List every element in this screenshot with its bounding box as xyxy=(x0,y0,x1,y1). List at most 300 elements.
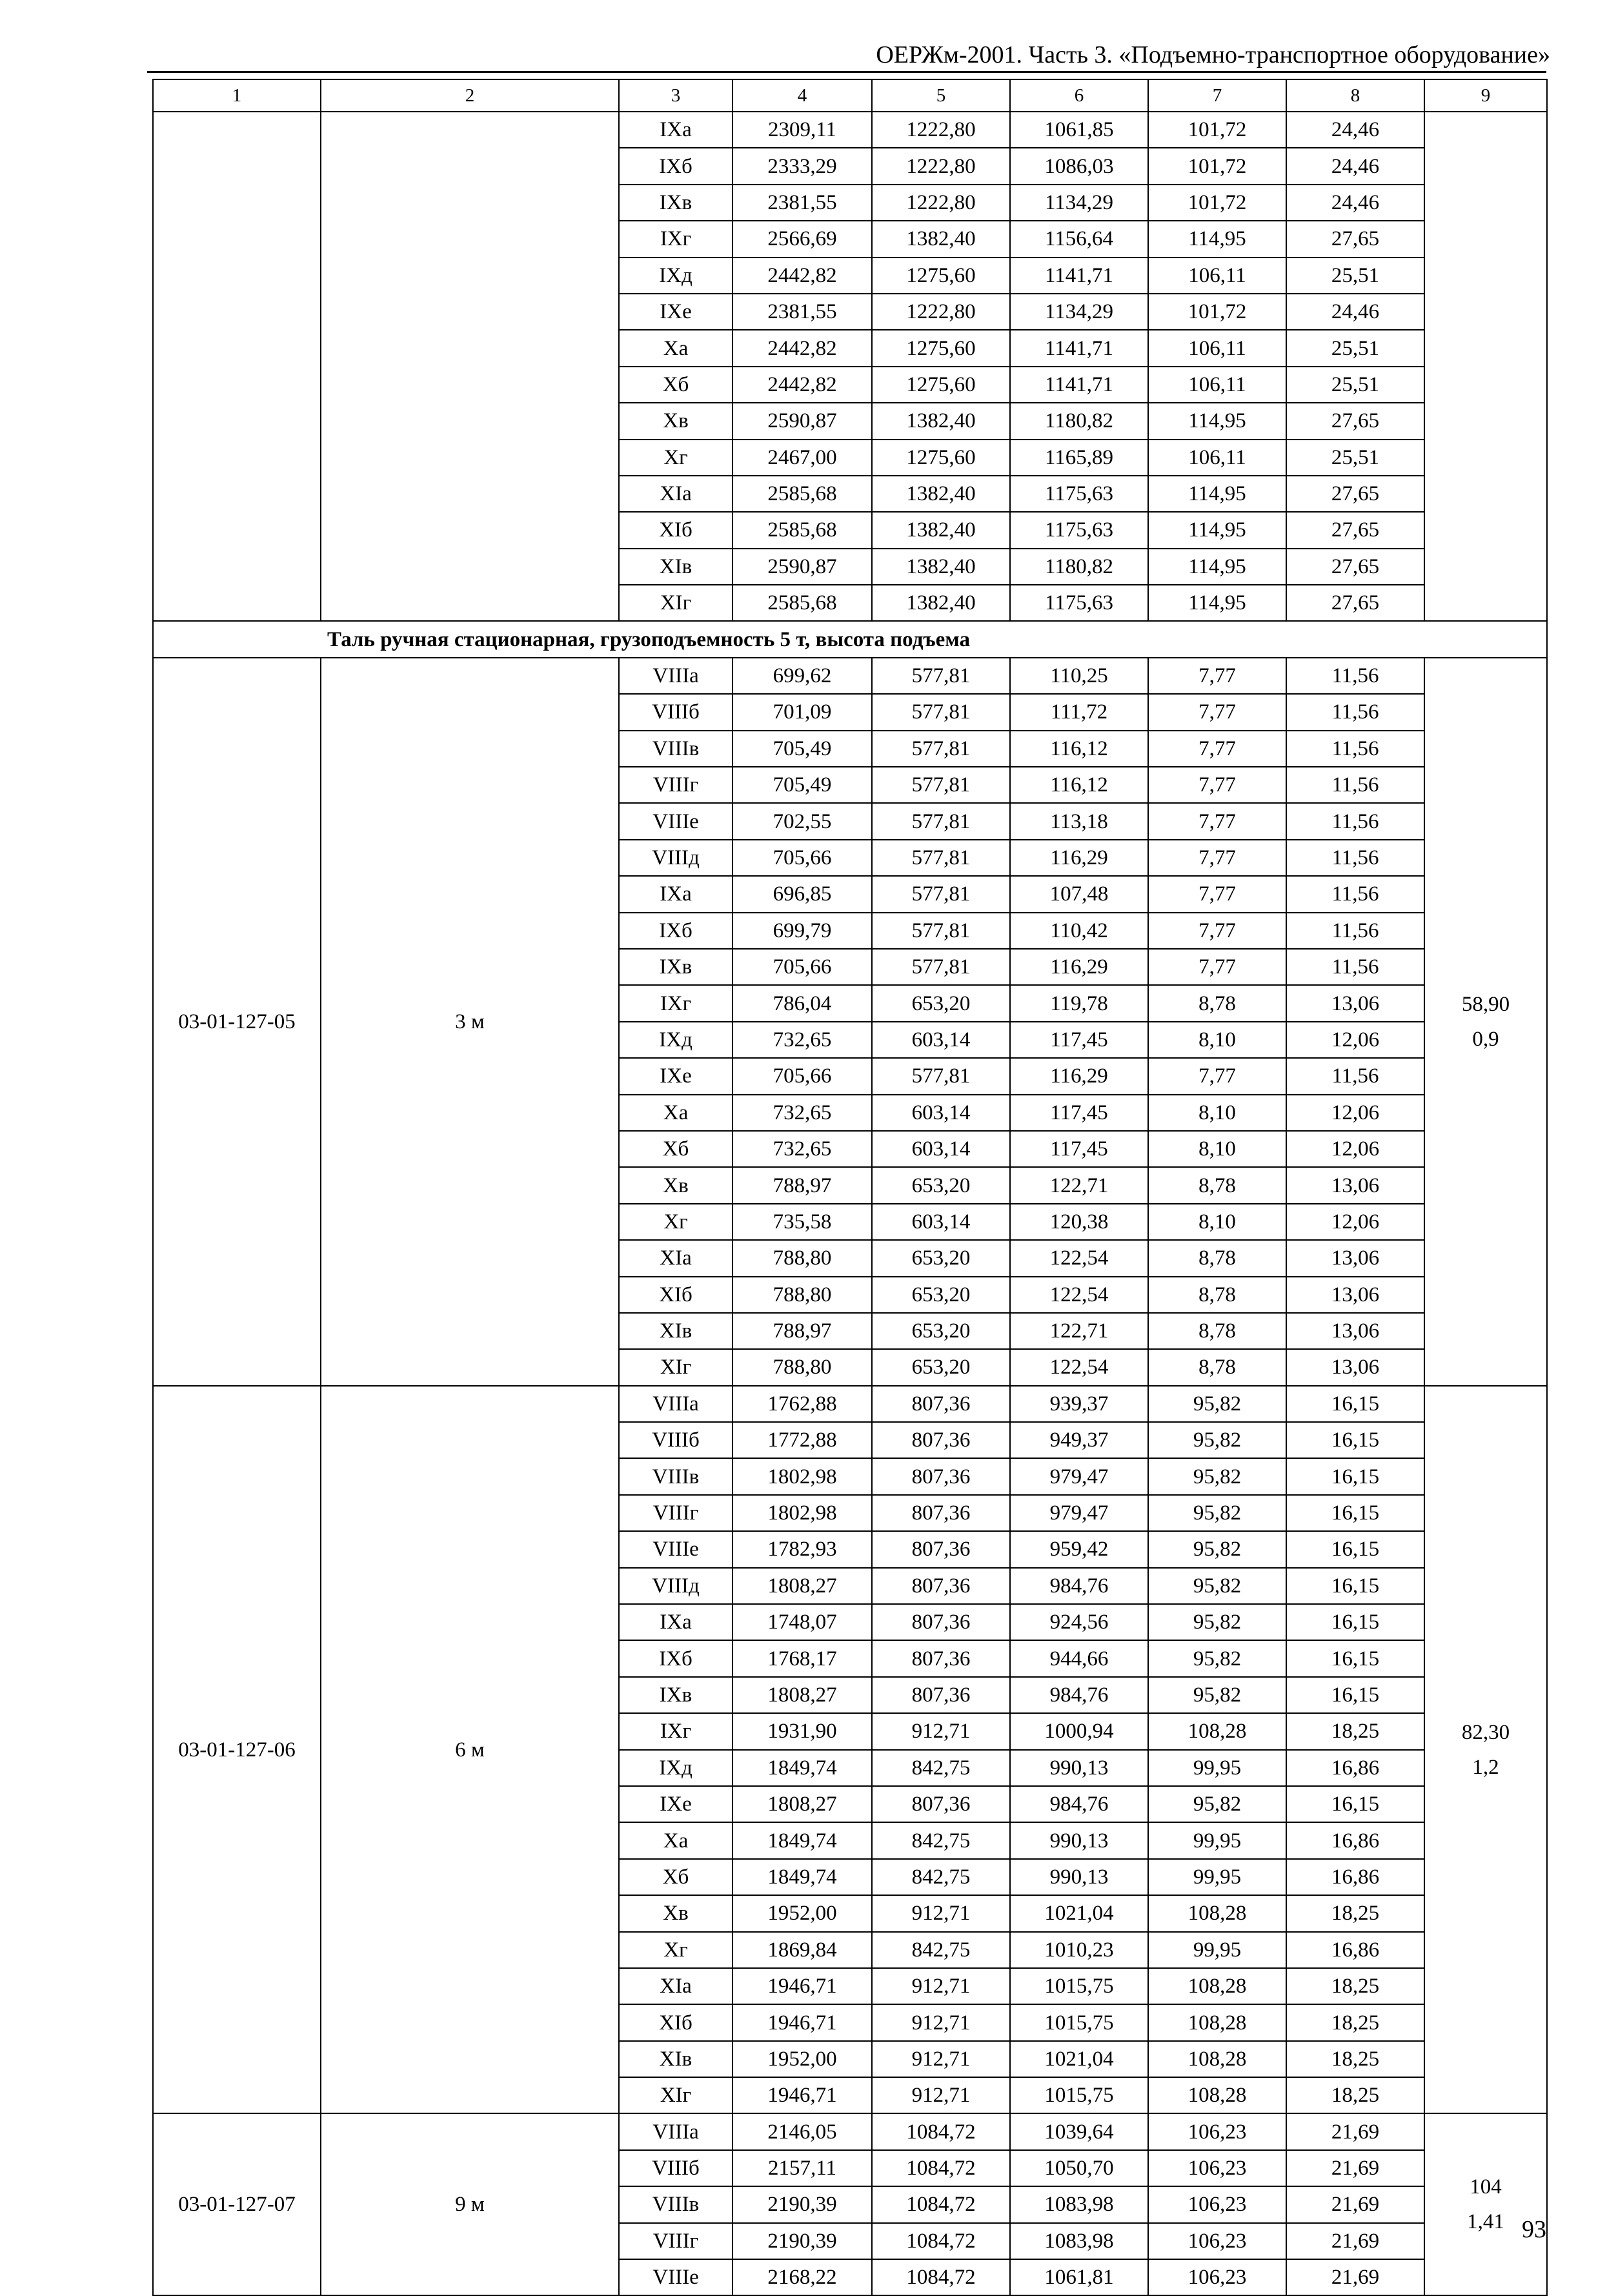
labor-hours: 16,15 xyxy=(1286,1568,1424,1604)
driver-wages: 106,11 xyxy=(1148,440,1286,476)
driver-wages: 106,23 xyxy=(1148,2150,1286,2186)
column-number: 2 xyxy=(321,79,619,112)
driver-wages: 8,78 xyxy=(1148,1349,1286,1385)
labor-hours: 21,69 xyxy=(1286,2113,1424,2149)
total-cost: 788,80 xyxy=(733,1277,872,1313)
machine-cost: 122,71 xyxy=(1010,1167,1148,1203)
labor-cost: 807,36 xyxy=(872,1786,1010,1822)
labor-hours: 16,86 xyxy=(1286,1822,1424,1858)
labor-cost: 1222,80 xyxy=(872,185,1010,221)
total-cost: 786,04 xyxy=(733,985,872,1021)
machine-cost: 116,29 xyxy=(1010,1058,1148,1094)
page-number: 93 xyxy=(1522,2216,1546,2243)
rate-code: 03-01-127-05 xyxy=(153,658,321,1386)
labor-cost: 842,75 xyxy=(872,1932,1010,1968)
price-zone: VIIIб xyxy=(619,694,733,730)
machine-cost: 990,13 xyxy=(1010,1822,1148,1858)
labor-hours: 13,06 xyxy=(1286,1240,1424,1276)
price-zone: XIг xyxy=(619,1349,733,1385)
driver-wages: 106,23 xyxy=(1148,2186,1286,2222)
labor-hours: 24,46 xyxy=(1286,112,1424,148)
total-cost: 2333,29 xyxy=(733,148,872,184)
labor-hours: 12,06 xyxy=(1286,1131,1424,1167)
price-zone: IXа xyxy=(619,112,733,148)
driver-wages: 106,11 xyxy=(1148,330,1286,366)
labor-hours: 27,65 xyxy=(1286,585,1424,621)
machine-cost: 1010,23 xyxy=(1010,1932,1148,1968)
total-cost: 1748,07 xyxy=(733,1604,872,1640)
machine-cost: 984,76 xyxy=(1010,1677,1148,1713)
driver-wages: 95,82 xyxy=(1148,1458,1286,1494)
price-zone: IXд xyxy=(619,1022,733,1058)
labor-cost: 807,36 xyxy=(872,1640,1010,1676)
labor-cost: 1382,40 xyxy=(872,549,1010,585)
driver-wages: 108,28 xyxy=(1148,2077,1286,2113)
labor-hours: 27,65 xyxy=(1286,512,1424,548)
driver-wages: 108,28 xyxy=(1148,2004,1286,2040)
labor-hours: 16,15 xyxy=(1286,1677,1424,1713)
column-number-row xyxy=(153,79,1547,112)
total-cost: 1869,84 xyxy=(733,1932,872,1968)
driver-wages: 7,77 xyxy=(1148,803,1286,839)
labor-hours: 11,56 xyxy=(1286,694,1424,730)
price-zone: Xб xyxy=(619,1859,733,1895)
total-cost: 1849,74 xyxy=(733,1822,872,1858)
machine-cost: 110,42 xyxy=(1010,913,1148,949)
machine-cost: 1061,85 xyxy=(1010,112,1148,148)
driver-wages: 108,28 xyxy=(1148,1713,1286,1749)
column-9-values xyxy=(1424,112,1547,621)
labor-cost: 912,71 xyxy=(872,2041,1010,2077)
column-9-value: 1,41 xyxy=(1467,2210,1504,2234)
price-zone: IXд xyxy=(619,258,733,294)
column-9-values xyxy=(1424,1386,1547,2114)
total-cost: 2467,00 xyxy=(733,440,872,476)
section-row xyxy=(153,621,1547,657)
price-zone: Xв xyxy=(619,403,733,439)
labor-hours: 24,46 xyxy=(1286,294,1424,330)
lift-height: 3 м xyxy=(321,658,619,1386)
lift-height xyxy=(321,112,619,621)
machine-cost: 117,45 xyxy=(1010,1131,1148,1167)
machine-cost: 1134,29 xyxy=(1010,185,1148,221)
machine-cost: 122,54 xyxy=(1010,1349,1148,1385)
machine-cost: 990,13 xyxy=(1010,1750,1148,1786)
labor-hours: 16,86 xyxy=(1286,1932,1424,1968)
column-number: 3 xyxy=(619,79,733,112)
labor-cost: 1275,60 xyxy=(872,440,1010,476)
labor-hours: 21,69 xyxy=(1286,2259,1424,2295)
total-cost: 1849,74 xyxy=(733,1750,872,1786)
total-cost: 2190,39 xyxy=(733,2223,872,2259)
total-cost: 1802,98 xyxy=(733,1495,872,1531)
price-zone: XIв xyxy=(619,1313,733,1349)
total-cost: 2442,82 xyxy=(733,258,872,294)
price-zone: IXв xyxy=(619,185,733,221)
labor-cost: 807,36 xyxy=(872,1495,1010,1531)
labor-cost: 1275,60 xyxy=(872,258,1010,294)
labor-hours: 11,56 xyxy=(1286,876,1424,912)
price-zone: VIIIе xyxy=(619,803,733,839)
column-9-value: 0,9 xyxy=(1472,1027,1499,1051)
price-zone: Xа xyxy=(619,1822,733,1858)
labor-cost: 577,81 xyxy=(872,876,1010,912)
labor-hours: 11,56 xyxy=(1286,949,1424,985)
driver-wages: 7,77 xyxy=(1148,913,1286,949)
labor-cost: 1222,80 xyxy=(872,294,1010,330)
column-number: 4 xyxy=(733,79,872,112)
price-zone: XIб xyxy=(619,512,733,548)
machine-cost: 119,78 xyxy=(1010,985,1148,1021)
labor-hours: 11,56 xyxy=(1286,840,1424,876)
labor-hours: 27,65 xyxy=(1286,549,1424,585)
price-zone: XIа xyxy=(619,1240,733,1276)
labor-hours: 13,06 xyxy=(1286,1167,1424,1203)
driver-wages: 8,78 xyxy=(1148,1167,1286,1203)
price-zone: Xг xyxy=(619,1932,733,1968)
total-cost: 2168,22 xyxy=(733,2259,872,2295)
price-zone: VIIIб xyxy=(619,1422,733,1458)
labor-hours: 11,56 xyxy=(1286,731,1424,767)
machine-cost: 979,47 xyxy=(1010,1495,1148,1531)
price-zone: VIIIв xyxy=(619,1458,733,1494)
machine-cost: 120,38 xyxy=(1010,1204,1148,1240)
total-cost: 1768,17 xyxy=(733,1640,872,1676)
total-cost: 1782,93 xyxy=(733,1531,872,1567)
price-zone: VIIIб xyxy=(619,2150,733,2186)
labor-cost: 577,81 xyxy=(872,840,1010,876)
total-cost: 732,65 xyxy=(733,1095,872,1131)
column-9-values xyxy=(1424,2113,1547,2295)
labor-hours: 18,25 xyxy=(1286,1713,1424,1749)
total-cost: 699,62 xyxy=(733,658,872,694)
labor-hours: 13,06 xyxy=(1286,1349,1424,1385)
machine-cost: 1180,82 xyxy=(1010,403,1148,439)
total-cost: 1808,27 xyxy=(733,1677,872,1713)
price-zone: IXе xyxy=(619,1786,733,1822)
total-cost: 1952,00 xyxy=(733,1895,872,1931)
machine-cost: 1141,71 xyxy=(1010,330,1148,366)
price-zone: IXг xyxy=(619,985,733,1021)
machine-cost: 1086,03 xyxy=(1010,148,1148,184)
driver-wages: 101,72 xyxy=(1148,185,1286,221)
driver-wages: 8,78 xyxy=(1148,1313,1286,1349)
machine-cost: 110,25 xyxy=(1010,658,1148,694)
price-zone: VIIIа xyxy=(619,1386,733,1422)
total-cost: 705,49 xyxy=(733,767,872,803)
column-number: 8 xyxy=(1286,79,1424,112)
driver-wages: 106,23 xyxy=(1148,2223,1286,2259)
total-cost: 705,49 xyxy=(733,731,872,767)
section-title: Таль ручная стационарная, грузоподъемность 5 т, высота подъема xyxy=(321,621,1547,657)
column-9-values xyxy=(1424,658,1547,1386)
machine-cost: 1015,75 xyxy=(1010,2077,1148,2113)
machine-cost: 122,54 xyxy=(1010,1277,1148,1313)
driver-wages: 108,28 xyxy=(1148,2041,1286,2077)
machine-cost: 117,45 xyxy=(1010,1022,1148,1058)
rate-code: 03-01-127-07 xyxy=(153,2113,321,2295)
driver-wages: 95,82 xyxy=(1148,1568,1286,1604)
driver-wages: 95,82 xyxy=(1148,1640,1286,1676)
labor-cost: 1222,80 xyxy=(872,112,1010,148)
total-cost: 2309,11 xyxy=(733,112,872,148)
column-number: 1 xyxy=(153,79,321,112)
labor-hours: 13,06 xyxy=(1286,985,1424,1021)
labor-cost: 1084,72 xyxy=(872,2186,1010,2222)
price-zone: VIIIа xyxy=(619,2113,733,2149)
machine-cost: 1050,70 xyxy=(1010,2150,1148,2186)
labor-cost: 1275,60 xyxy=(872,367,1010,403)
price-zone: XIв xyxy=(619,549,733,585)
price-zone: VIIIг xyxy=(619,767,733,803)
machine-cost: 949,37 xyxy=(1010,1422,1148,1458)
labor-cost: 653,20 xyxy=(872,1277,1010,1313)
driver-wages: 7,77 xyxy=(1148,876,1286,912)
table-row xyxy=(153,2113,1547,2149)
labor-hours: 16,15 xyxy=(1286,1604,1424,1640)
driver-wages: 101,72 xyxy=(1148,148,1286,184)
labor-hours: 18,25 xyxy=(1286,1895,1424,1931)
price-zone: Xг xyxy=(619,440,733,476)
machine-cost: 1000,94 xyxy=(1010,1713,1148,1749)
total-cost: 2146,05 xyxy=(733,2113,872,2149)
price-zone: Xа xyxy=(619,1095,733,1131)
price-zone: IXд xyxy=(619,1750,733,1786)
driver-wages: 114,95 xyxy=(1148,512,1286,548)
price-zone: VIIIд xyxy=(619,1568,733,1604)
total-cost: 1802,98 xyxy=(733,1458,872,1494)
price-zone: Xа xyxy=(619,330,733,366)
driver-wages: 8,78 xyxy=(1148,985,1286,1021)
total-cost: 2585,68 xyxy=(733,476,872,512)
price-zone: XIб xyxy=(619,1277,733,1313)
total-cost: 732,65 xyxy=(733,1022,872,1058)
lift-height: 6 м xyxy=(321,1386,619,2114)
price-zone: VIIIе xyxy=(619,2259,733,2295)
driver-wages: 95,82 xyxy=(1148,1495,1286,1531)
column-number: 9 xyxy=(1424,79,1547,112)
labor-cost: 842,75 xyxy=(872,1822,1010,1858)
labor-cost: 653,20 xyxy=(872,1349,1010,1385)
machine-cost: 1141,71 xyxy=(1010,367,1148,403)
price-zone: IXг xyxy=(619,1713,733,1749)
labor-hours: 16,15 xyxy=(1286,1495,1424,1531)
machine-cost: 959,42 xyxy=(1010,1531,1148,1567)
machine-cost: 924,56 xyxy=(1010,1604,1148,1640)
labor-cost: 577,81 xyxy=(872,658,1010,694)
driver-wages: 8,10 xyxy=(1148,1022,1286,1058)
labor-cost: 603,14 xyxy=(872,1022,1010,1058)
labor-cost: 807,36 xyxy=(872,1677,1010,1713)
machine-cost: 1156,64 xyxy=(1010,221,1148,257)
labor-cost: 807,36 xyxy=(872,1458,1010,1494)
price-zone: IXб xyxy=(619,148,733,184)
driver-wages: 106,23 xyxy=(1148,2113,1286,2149)
total-cost: 2157,11 xyxy=(733,2150,872,2186)
labor-cost: 807,36 xyxy=(872,1531,1010,1567)
table-row xyxy=(153,112,1547,148)
price-zone: XIб xyxy=(619,2004,733,2040)
total-cost: 1931,90 xyxy=(733,1713,872,1749)
price-zone: IXв xyxy=(619,949,733,985)
total-cost: 2442,82 xyxy=(733,330,872,366)
driver-wages: 8,78 xyxy=(1148,1277,1286,1313)
machine-cost: 979,47 xyxy=(1010,1458,1148,1494)
labor-cost: 1382,40 xyxy=(872,585,1010,621)
driver-wages: 108,28 xyxy=(1148,1895,1286,1931)
machine-cost: 111,72 xyxy=(1010,694,1148,730)
machine-cost: 984,76 xyxy=(1010,1568,1148,1604)
machine-cost: 1165,89 xyxy=(1010,440,1148,476)
driver-wages: 8,10 xyxy=(1148,1204,1286,1240)
labor-hours: 16,15 xyxy=(1286,1640,1424,1676)
labor-hours: 13,06 xyxy=(1286,1277,1424,1313)
labor-hours: 21,69 xyxy=(1286,2223,1424,2259)
labor-cost: 1084,72 xyxy=(872,2259,1010,2295)
price-zone: IXб xyxy=(619,913,733,949)
price-zone: IXв xyxy=(619,1677,733,1713)
header-rule xyxy=(147,71,1546,73)
machine-cost: 117,45 xyxy=(1010,1095,1148,1131)
price-zone: XIг xyxy=(619,585,733,621)
driver-wages: 7,77 xyxy=(1148,949,1286,985)
total-cost: 732,65 xyxy=(733,1131,872,1167)
labor-cost: 653,20 xyxy=(872,1240,1010,1276)
driver-wages: 95,82 xyxy=(1148,1386,1286,1422)
table-row xyxy=(153,1386,1547,1422)
machine-cost: 1180,82 xyxy=(1010,549,1148,585)
price-zone: XIв xyxy=(619,2041,733,2077)
driver-wages: 7,77 xyxy=(1148,731,1286,767)
labor-hours: 11,56 xyxy=(1286,913,1424,949)
machine-cost: 107,48 xyxy=(1010,876,1148,912)
total-cost: 1808,27 xyxy=(733,1568,872,1604)
machine-cost: 1061,81 xyxy=(1010,2259,1148,2295)
machine-cost: 944,66 xyxy=(1010,1640,1148,1676)
labor-cost: 577,81 xyxy=(872,694,1010,730)
table-row xyxy=(153,658,1547,694)
price-zone: VIIIа xyxy=(619,658,733,694)
total-cost: 2442,82 xyxy=(733,367,872,403)
total-cost: 1849,74 xyxy=(733,1859,872,1895)
column-9-value: 104 xyxy=(1470,2175,1502,2199)
labor-hours: 24,46 xyxy=(1286,148,1424,184)
labor-cost: 912,71 xyxy=(872,2004,1010,2040)
total-cost: 705,66 xyxy=(733,949,872,985)
driver-wages: 106,23 xyxy=(1148,2259,1286,2295)
column-number: 5 xyxy=(872,79,1010,112)
column-9-value: 82,30 xyxy=(1461,1720,1510,1744)
labor-hours: 21,69 xyxy=(1286,2150,1424,2186)
labor-hours: 16,15 xyxy=(1286,1422,1424,1458)
price-zone: VIIIв xyxy=(619,2186,733,2222)
total-cost: 788,80 xyxy=(733,1349,872,1385)
driver-wages: 7,77 xyxy=(1148,1058,1286,1094)
labor-cost: 912,71 xyxy=(872,2077,1010,2113)
labor-cost: 912,71 xyxy=(872,1968,1010,2004)
total-cost: 1946,71 xyxy=(733,2004,872,2040)
labor-cost: 603,14 xyxy=(872,1131,1010,1167)
total-cost: 2585,68 xyxy=(733,512,872,548)
labor-cost: 1222,80 xyxy=(872,148,1010,184)
labor-hours: 16,86 xyxy=(1286,1859,1424,1895)
labor-cost: 577,81 xyxy=(872,913,1010,949)
machine-cost: 122,54 xyxy=(1010,1240,1148,1276)
labor-cost: 1382,40 xyxy=(872,221,1010,257)
labor-cost: 1084,72 xyxy=(872,2223,1010,2259)
column-number: 7 xyxy=(1148,79,1286,112)
driver-wages: 8,10 xyxy=(1148,1131,1286,1167)
labor-hours: 16,86 xyxy=(1286,1750,1424,1786)
labor-hours: 18,25 xyxy=(1286,2077,1424,2113)
driver-wages: 95,82 xyxy=(1148,1786,1286,1822)
machine-cost: 1175,63 xyxy=(1010,585,1148,621)
labor-cost: 1382,40 xyxy=(872,476,1010,512)
labor-cost: 1382,40 xyxy=(872,403,1010,439)
machine-cost: 990,13 xyxy=(1010,1859,1148,1895)
price-zone: Xб xyxy=(619,367,733,403)
section-spacer xyxy=(153,621,321,657)
machine-cost: 116,29 xyxy=(1010,949,1148,985)
price-zone: Xб xyxy=(619,1131,733,1167)
driver-wages: 99,95 xyxy=(1148,1822,1286,1858)
labor-hours: 18,25 xyxy=(1286,1968,1424,2004)
labor-cost: 807,36 xyxy=(872,1604,1010,1640)
total-cost: 702,55 xyxy=(733,803,872,839)
rate-code: 03-01-127-06 xyxy=(153,1386,321,2114)
total-cost: 788,80 xyxy=(733,1240,872,1276)
labor-cost: 807,36 xyxy=(872,1568,1010,1604)
labor-hours: 12,06 xyxy=(1286,1095,1424,1131)
labor-cost: 807,36 xyxy=(872,1386,1010,1422)
column-9-value: 1,2 xyxy=(1472,1755,1499,1779)
labor-cost: 603,14 xyxy=(872,1204,1010,1240)
machine-cost: 113,18 xyxy=(1010,803,1148,839)
machine-cost: 1021,04 xyxy=(1010,2041,1148,2077)
price-zone: VIIIе xyxy=(619,1531,733,1567)
labor-cost: 807,36 xyxy=(872,1422,1010,1458)
machine-cost: 116,12 xyxy=(1010,767,1148,803)
labor-cost: 577,81 xyxy=(872,767,1010,803)
rate-code xyxy=(153,112,321,621)
price-zone: IXб xyxy=(619,1640,733,1676)
labor-hours: 11,56 xyxy=(1286,767,1424,803)
labor-cost: 912,71 xyxy=(872,1713,1010,1749)
total-cost: 2590,87 xyxy=(733,549,872,585)
machine-cost: 122,71 xyxy=(1010,1313,1148,1349)
labor-hours: 25,51 xyxy=(1286,258,1424,294)
labor-hours: 11,56 xyxy=(1286,803,1424,839)
labor-cost: 912,71 xyxy=(872,1895,1010,1931)
labor-hours: 11,56 xyxy=(1286,1058,1424,1094)
labor-cost: 577,81 xyxy=(872,949,1010,985)
machine-cost: 1015,75 xyxy=(1010,2004,1148,2040)
driver-wages: 114,95 xyxy=(1148,549,1286,585)
labor-hours: 13,06 xyxy=(1286,1313,1424,1349)
labor-hours: 24,46 xyxy=(1286,185,1424,221)
labor-hours: 18,25 xyxy=(1286,2004,1424,2040)
column-9-value: 58,90 xyxy=(1461,992,1510,1016)
driver-wages: 101,72 xyxy=(1148,294,1286,330)
driver-wages: 114,95 xyxy=(1148,476,1286,512)
total-cost: 705,66 xyxy=(733,840,872,876)
labor-hours: 25,51 xyxy=(1286,330,1424,366)
machine-cost: 1039,64 xyxy=(1010,2113,1148,2149)
total-cost: 1772,88 xyxy=(733,1422,872,1458)
machine-cost: 1175,63 xyxy=(1010,476,1148,512)
total-cost: 705,66 xyxy=(733,1058,872,1094)
machine-cost: 1015,75 xyxy=(1010,1968,1148,2004)
